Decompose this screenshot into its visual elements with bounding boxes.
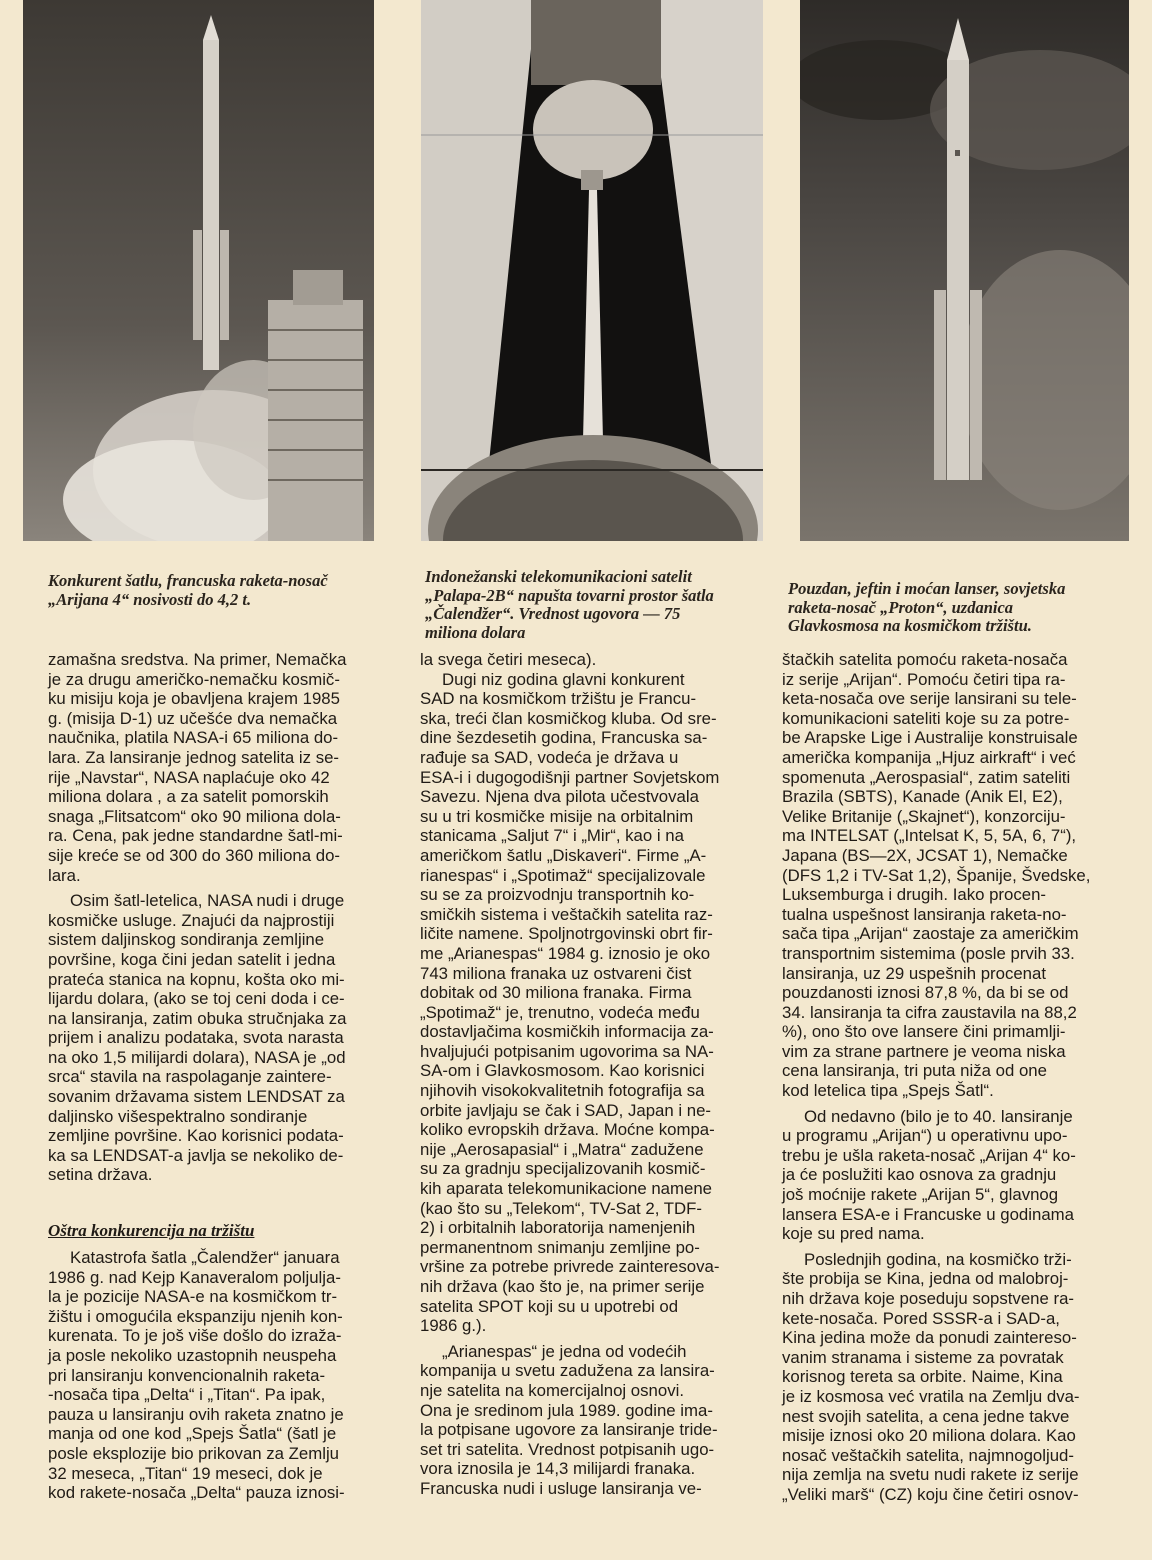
text-line: Katastrofa šatla „Čalendžer“ januara: [70, 1248, 340, 1268]
text-line: transportnim sistemima (posle prvih 33.: [782, 943, 1075, 963]
text-line: Francuska nudi i usluge lansiranja ve-: [420, 1478, 702, 1498]
text-line: nosač veštačkih satelita, najmnogoljud-: [782, 1445, 1074, 1465]
text-line: kompanija u svetu zadužena za lansira-: [420, 1361, 715, 1381]
text-line: kete-nosača. Pored SSSR-a i SAD-a,: [782, 1308, 1060, 1328]
text-line: 1986 g. nad Kejp Kanaveralom poljulja-: [48, 1267, 341, 1287]
caption-line: raketa-nosač „Proton“, uzdanica: [788, 597, 1014, 617]
caption-line: Konkurent šatlu, francuska raketa-nosač: [48, 571, 328, 590]
text-line: g. (misija D-1) uz učešće dva nemačka: [48, 708, 338, 728]
text-line: ma INTELSAT („Intelsat K, 5, 5A, 6, 7“),: [782, 826, 1077, 846]
text-line: „Veliki marš“ (CZ) koju čine četiri osnov-: [782, 1484, 1079, 1504]
text-line: vora iznosila je 14,3 milijardi franaka.: [420, 1459, 696, 1479]
text-line: Dugi niz godina glavni konkurent: [442, 669, 685, 689]
text-line: lansiranja, uz 29 uspešnih procenat: [782, 963, 1047, 983]
text-line: stanicama „Saljut 7“ i „Mir“, kao i na: [420, 826, 684, 846]
text-line: sistem daljinskog sondiranja zemljine: [48, 930, 325, 950]
text-line: prijem i analizu podataka, svota narasta: [48, 1028, 344, 1048]
text-line: pouzdanosti iznosi 87,8 %, da bi se od: [782, 983, 1069, 1003]
caption-line: „Palapa-2B“ napušta tovarni prostor šatla: [425, 585, 714, 605]
text-line: 1986 g.).: [420, 1316, 487, 1336]
caption-line: „Čalendžer“. Vrednost ugovora — 75: [425, 604, 681, 623]
text-line: američkom šatlu „Diskaveri“. Firme „A-: [420, 845, 707, 865]
text-line: ja posle nekoliko uzastopnih neuspeha: [48, 1346, 337, 1365]
paragraph: [48, 1248, 388, 1503]
text-line: manja od one kod „Spejs Šatla“ (šatl je: [48, 1424, 337, 1444]
text-line: na oko 1,5 milijardi dolara), NASA je „od: [48, 1047, 346, 1067]
text-line: 32 meseca, „Titan“ 19 meseci, dok je: [48, 1463, 323, 1483]
text-line: kurenata. To je još više došlo do izraža-: [48, 1326, 342, 1346]
text-line: je za drugu američko-nemačku kosmič-: [48, 669, 340, 689]
text-line: američka kompanija „Hjuz airkraft“ i već: [782, 747, 1076, 767]
text-line: kosmičke usluge. Znajući da najprostiji: [48, 910, 335, 930]
caption-line: „Arijana 4“ nosivosti do 4,2 t.: [48, 589, 252, 609]
text-line: u programu „Arijan“) u operativnu upo-: [782, 1126, 1068, 1146]
text-line: je iz kosmosa već vratila na Zemlju dva-: [782, 1386, 1080, 1406]
paragraph: [48, 650, 388, 885]
text-line: keta-nosača ove serije lansirani su tele-: [782, 689, 1077, 709]
photo-ariane-4-launch: [23, 0, 374, 541]
text-line: vršine za potrebe privrede zainteresova-: [420, 1257, 720, 1277]
text-line: kih aparata telekomunikacione namene: [420, 1179, 712, 1199]
paragraph: [782, 1250, 1122, 1505]
text-line: Poslednjih godina, na kosmičko trži-: [804, 1249, 1072, 1269]
text-line: Japana (BS—2X, JCSAT 1), Nemačke: [782, 845, 1068, 865]
text-line: njihovih visokokvalitetnih fotografija sa: [420, 1081, 705, 1101]
caption-line: miliona dolara: [425, 622, 526, 642]
text-line: Savezu. Njena dva pilota učestvovala: [420, 787, 699, 807]
text-line: Od nedavno (bilo je to 40. lansiranje: [804, 1106, 1073, 1126]
text-line: naučnika, platila NASA-i 65 miliona do-: [48, 728, 339, 748]
paragraph: [782, 650, 1122, 1101]
text-line: Luksemburga i drugih. Iako procen-: [782, 885, 1046, 905]
text-line: korisnog tereta sa orbite. Naime, Kina: [782, 1367, 1063, 1387]
text-line: posle eksplozije bio prikovan za Zemlju: [48, 1443, 340, 1463]
text-line: nih država koje poseduju sopstvene ra-: [782, 1289, 1074, 1308]
text-line: (DFS 1,2 i TV-Sat 1,2), Španije, Švedske,: [782, 865, 1091, 885]
text-line: koje su pred nama.: [782, 1224, 925, 1244]
paragraph: [420, 1342, 760, 1499]
text-line: setina država.: [48, 1165, 153, 1185]
paragraph: [420, 670, 760, 1336]
text-line: Kina jedina može da ponudi zaintereso-: [782, 1328, 1077, 1348]
text-line: permanentnom snimanju zemljine po-: [420, 1237, 700, 1257]
text-line: tualna uspešnost lansiranja raketa-no-: [782, 904, 1067, 924]
text-line: 34. lansiranja ta cifra zaustavila na 88,2: [782, 1002, 1077, 1022]
caption-palapa: [425, 568, 755, 642]
photo-proton-rocket: [800, 0, 1129, 541]
text-line: lara.: [48, 865, 81, 885]
text-line: SAD na kosmičkom tržištu je Francu-: [420, 689, 697, 709]
text-line: smičkih sistema i veštačkih satelita raz-: [420, 904, 713, 924]
text-line: nje satelita na komercijalnoj osnovi.: [420, 1380, 684, 1400]
caption-line: Glavkosmosa na kosmičkom tržištu.: [788, 616, 1032, 635]
text-line: ja će poslužiti kao osnova za gradnju: [782, 1165, 1057, 1185]
paragraph: [782, 1107, 1122, 1244]
text-line: kod rakete-nosača „Delta“ pauza iznosi-: [48, 1483, 345, 1503]
text-line: na lansiranja, zatim obuka stručnjaka za: [48, 1008, 347, 1028]
text-line: SA-om i Glavkosmosom. Kao korisnici: [420, 1061, 705, 1081]
text-line: prateća stanica na kopnu, košta oko mi-: [48, 969, 345, 989]
text-line: (kao što su „Telekom“, TV-Sat 2, TDF-: [420, 1198, 702, 1218]
text-line: komunikacioni sateliti koje su za potre-: [782, 708, 1070, 728]
text-line: -nosača tipa „Delta“ i „Titan“. Pa ipak,: [48, 1385, 326, 1405]
article-column-3: [782, 650, 1122, 1505]
text-line: la je pozicije NASA-e na kosmičkom tr-: [48, 1287, 338, 1307]
article-column-1: [48, 650, 388, 1503]
text-line: „Arianespas“ je jedna od vodećih: [442, 1341, 687, 1361]
text-line: misije iznosi oko 20 miliona dolara. Kao: [782, 1426, 1076, 1446]
text-line: dine šezdesetih godina, Francuska sa-: [420, 728, 708, 748]
text-line: nije „Aerosapasial“ i „Matra“ zadužene: [420, 1139, 704, 1159]
text-line: lijardu dolara, (ako se toj ceni doda i ce-: [48, 989, 345, 1009]
text-line: me „Arianespas“ 1984 g. iznosio je oko: [420, 943, 711, 963]
text-line: lara. Za lansiranje jednog satelita iz se-: [48, 747, 340, 767]
text-line: ku misiju koja je obavljena krajem 1985: [48, 689, 340, 709]
text-line: la potpisane ugovore za lansiranje tride-: [420, 1420, 718, 1440]
text-line: ska, treći član kosmičkog kluba. Od sre-: [420, 708, 717, 728]
text-line: štačkih satelita pomoću raketa-nosača: [782, 650, 1068, 669]
caption-proton: [788, 580, 1123, 636]
text-line: su se za proizvodnju transportnih ko-: [420, 885, 695, 905]
section-heading: Oštra konkurencija na tržištu: [48, 1221, 255, 1241]
caption-line: Indonežanski telekomunikacioni satelit: [425, 567, 692, 586]
text-line: hvaljujući potpisanim ugovorima sa NA-: [420, 1041, 714, 1061]
paragraph: [48, 891, 388, 1185]
caption-line: Pouzdan, jeftin i moćan lanser, sovjetska: [788, 579, 1066, 598]
text-line: kod letelica tipa „Spejs Šatl“.: [782, 1081, 994, 1101]
text-line: pri lansiranju konvencionalnih raketa-: [48, 1365, 326, 1385]
text-line: iz serije „Arijan“. Pomoću četiri tipa ra-: [782, 669, 1066, 689]
text-line: nih država (kao što je, na primer serije: [420, 1277, 705, 1296]
text-line: ličite namene. Spoljnotrgovinski obrt fir-: [420, 924, 713, 944]
text-line: miliona dolara , a za satelit pomorskih: [48, 787, 329, 807]
text-line: Ona je sredinom jula 1989. godine ima-: [420, 1400, 713, 1420]
text-line: cena lansiranja, tri puta niža od one: [782, 1061, 1047, 1081]
text-line: su u tri kosmičke misije na orbitalnim: [420, 806, 694, 826]
photo-palapa-satellite: [421, 0, 763, 541]
text-line: koliko evropskih država. Moćne kompa-: [420, 1120, 715, 1140]
paragraph: [420, 650, 760, 670]
caption-ariane: [48, 572, 368, 609]
text-line: lansera ESA-e i Francuske u godinama: [782, 1204, 1074, 1224]
text-line: Brazila (SBTS), Kanade (Anik El, E2),: [782, 787, 1063, 807]
text-line: rianespas“ i „Spotimaž“ specijalizovale: [420, 865, 706, 885]
text-line: sovanim državama sistem LENDSAT za: [48, 1087, 345, 1107]
text-line: dostavljačima kosmičkih informacija za-: [420, 1022, 714, 1042]
text-line: set tri satelita. Vrednost potpisanih ugo-: [420, 1439, 715, 1459]
text-line: zemljine površine. Kao korisnici podata-: [48, 1126, 344, 1146]
text-line: još moćnije rakete „Arijan 5“, glavnog: [782, 1185, 1059, 1205]
text-line: vanim stranama i sisteme za povratak: [782, 1347, 1064, 1367]
text-line: ka sa LENDSAT-a javlja se nekoliko de-: [48, 1145, 344, 1165]
text-line: šte probija se Kina, jedna od malobroj-: [782, 1269, 1069, 1289]
text-line: dobitak od 30 miliona franaka. Firma: [420, 983, 692, 1003]
text-line: 2) i orbitalnih laboratorija namenjenih: [420, 1218, 696, 1238]
text-line: pauza u lansiranju ovih raketa znatno je: [48, 1404, 344, 1424]
text-line: su za gradnju specijalizovanih kosmič-: [420, 1159, 706, 1179]
text-line: 743 miliona franaka uz ostvareni čist: [420, 963, 692, 983]
text-line: ESA-i i dugogodišnji partner Sovjetskom: [420, 767, 720, 787]
text-line: Velike Britanije („Skajnet“), konzorciju-: [782, 806, 1066, 826]
text-line: nest svojih satelita, a cena jedne takve: [782, 1406, 1070, 1426]
text-line: daljinsko višespektralno sondiranje: [48, 1106, 308, 1126]
text-line: orbite javljaju se čak i SAD, Japan i ne-: [420, 1100, 712, 1120]
text-line: nija zemlja na svetu nudi rakete iz serije: [782, 1465, 1079, 1485]
text-line: „Spotimaž“ je, trenutno, vodeća među: [420, 1002, 700, 1022]
article-column-2: [420, 650, 760, 1499]
text-line: trebu je ušla raketa-nosač „Arijan 4“ ko-: [782, 1145, 1076, 1165]
text-line: spomenuta „Aerospasial“, zatim sateliti: [782, 767, 1071, 787]
text-line: površine, koga čini jedan satelit i jedna: [48, 949, 336, 969]
text-line: sača tipa „Arijan“ zaostaje za američkim: [782, 924, 1079, 944]
text-line: vim za strane partnere je veoma niska: [782, 1041, 1066, 1061]
text-line: be Arapske Lige i Australije konstruisale: [782, 728, 1078, 748]
text-line: snaga „Flitsatcom“ oko 90 miliona dola-: [48, 806, 341, 826]
text-line: žištu i omogućila ekspanziju njenih kon-: [48, 1306, 343, 1326]
text-line: Osim šatl-letelica, NASA nudi i druge: [70, 891, 345, 911]
text-line: zamašna sredstva. Na primer, Nemačka: [48, 650, 347, 669]
text-line: srca“ stavila na raspolaganje zaintere-: [48, 1067, 332, 1087]
text-line: satelita SPOT koji su u upotrebi od: [420, 1296, 679, 1316]
text-line: rađuje sa SAD, vodeća je država u: [420, 747, 679, 767]
text-line: sije kreće se od 300 do 360 miliona do-: [48, 845, 340, 865]
text-line: ra. Cena, pak jedne standardne šatl-mi-: [48, 826, 343, 846]
text-line: la svega četiri meseca).: [420, 650, 597, 669]
text-line: rije „Navstar“, NASA naplaćuje oko 42: [48, 767, 330, 787]
text-line: %), ono što ove lansere čini primamlji-: [782, 1022, 1066, 1042]
